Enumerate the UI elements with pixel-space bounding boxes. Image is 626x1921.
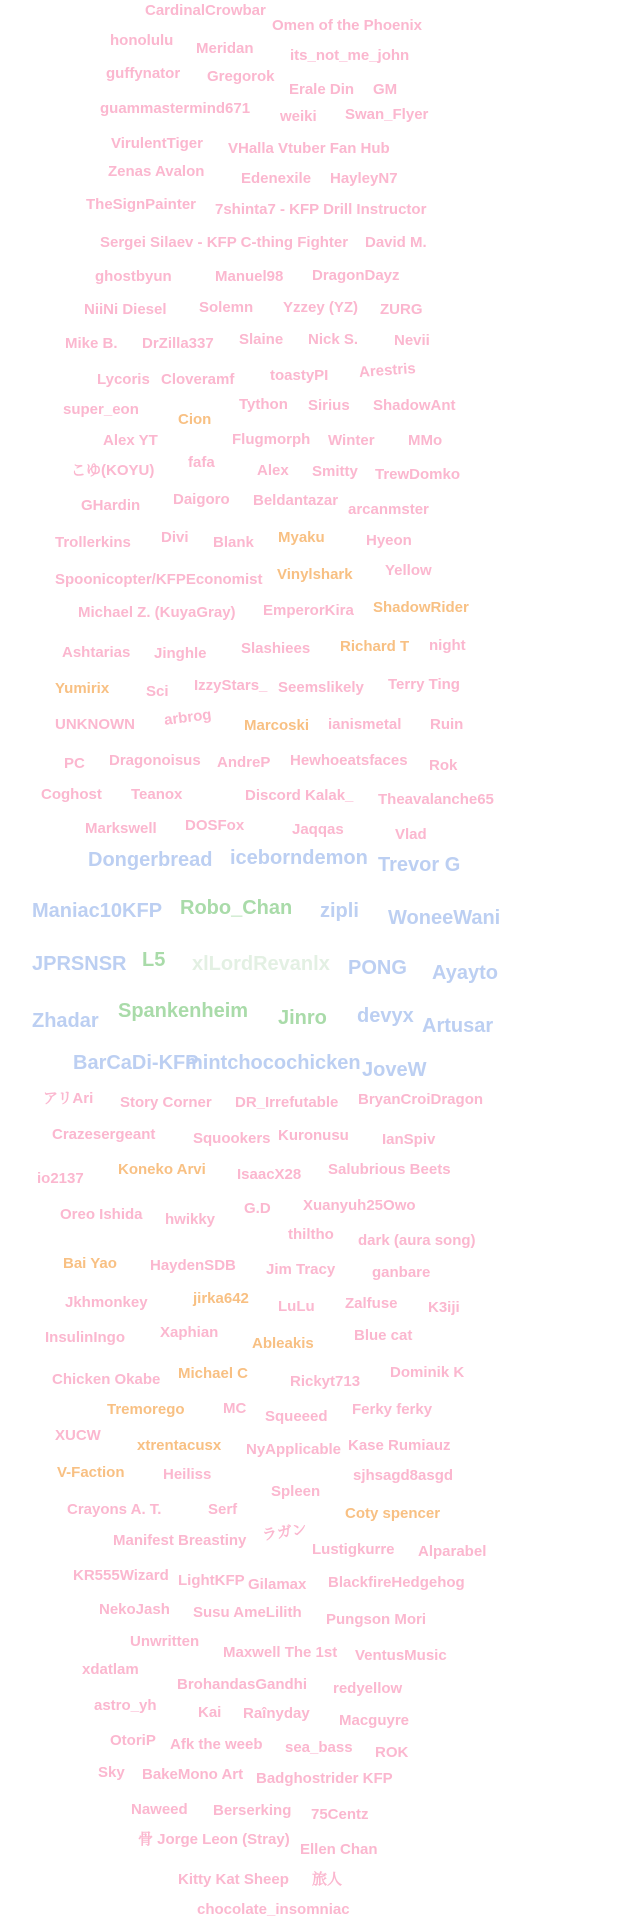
credit-name: Ashtarias (62, 644, 131, 661)
credit-name: Alparabel (418, 1543, 487, 1560)
credit-name: Seemslikely (278, 679, 364, 696)
credit-name: fafa (188, 454, 215, 471)
credit-name: OtoriP (110, 1732, 156, 1749)
credit-name: ianismetal (328, 716, 402, 733)
credit-name: Sci (146, 683, 169, 700)
credit-name: Michael C (178, 1365, 249, 1382)
credit-name: GM (373, 81, 398, 98)
credit-name: UNKNOWN (55, 716, 135, 733)
credit-name: Zhadar (32, 1010, 99, 1032)
credit-name: Naweed (131, 1801, 188, 1818)
credit-name: Crazesergeant (52, 1126, 156, 1143)
credit-name: Chicken Okabe (52, 1371, 161, 1388)
credit-name: Swan_Flyer (345, 106, 429, 123)
credit-name: devyx (357, 1005, 414, 1027)
credit-name: Nevii (394, 332, 430, 349)
credit-name: Cloveramf (161, 371, 235, 388)
credit-name: JoveW (362, 1059, 427, 1081)
credit-name: NiiNi Diesel (84, 301, 167, 318)
credit-name: ShadowRider (373, 599, 469, 616)
credit-name: xdatlam (82, 1661, 139, 1678)
credit-name: Blue cat (354, 1327, 413, 1344)
credit-name: Dominik K (390, 1364, 465, 1381)
credit-name: xtrentacusx (137, 1437, 222, 1454)
credit-name: Mike B. (65, 335, 118, 352)
credit-name: Zalfuse (345, 1295, 398, 1312)
credit-name: iceborndemon (230, 847, 368, 869)
credit-name: Slaine (239, 331, 284, 348)
credit-name: Gregorok (207, 68, 275, 85)
credit-name: weiki (280, 108, 317, 125)
credit-name: VentusMusic (355, 1647, 447, 1664)
credit-name: NyApplicable (246, 1441, 342, 1458)
credit-name: Blank (213, 534, 254, 551)
credit-name: こゆ(KOYU) (71, 462, 155, 479)
credit-name: KR555Wizard (73, 1567, 169, 1584)
credit-name: Jinghle (154, 645, 207, 662)
credit-name: Berserking (213, 1802, 292, 1819)
credit-name: MC (223, 1400, 247, 1417)
credit-name: Jaqqas (292, 821, 344, 838)
credit-name: Sergei Silaev - KFP C-thing Fighter (100, 234, 349, 251)
credit-name: Robo_Chan (180, 897, 293, 919)
credit-name: Theavalanche65 (378, 791, 494, 808)
credit-name: Meridan (196, 40, 254, 57)
credit-name: Kase Rumiauz (348, 1437, 451, 1454)
credit-name: chocolate_insomniac (197, 1901, 350, 1918)
credit-name: Michael Z. (KuyaGray) (78, 604, 236, 621)
credit-name: Xuanyuh25Owo (303, 1197, 416, 1214)
credit-name: Macguyre (339, 1712, 410, 1729)
credit-name: zipli (320, 900, 359, 922)
credit-name: DOSFox (185, 817, 245, 834)
credit-name: Edenexile (241, 170, 312, 187)
credit-name: InsulinIngo (45, 1329, 125, 1346)
credit-name: Jim Tracy (266, 1261, 336, 1278)
credit-name: Spleen (271, 1483, 321, 1500)
credit-name: JPRSNSR (32, 953, 127, 975)
credit-name: VirulentTiger (111, 135, 203, 152)
credit-name: io2137 (37, 1170, 84, 1187)
credit-name: ラガン (261, 1520, 308, 1545)
credit-name: Tremorego (107, 1401, 185, 1418)
credit-name: Crayons A. T. (67, 1501, 162, 1518)
credit-name: DrZilla337 (142, 335, 214, 352)
credit-name: Rickyt713 (290, 1373, 361, 1390)
credit-name: toastyPI (270, 367, 329, 384)
credit-name: Vlad (395, 826, 427, 843)
credit-name: Slashiees (241, 640, 311, 657)
credit-name: xlLordRevanlx (192, 953, 330, 975)
credit-name: dark (aura song) (358, 1232, 476, 1249)
credit-name: Ellen Chan (300, 1841, 378, 1858)
credit-name: PC (64, 755, 85, 772)
credit-name: Marcoski (244, 717, 310, 734)
credit-name: EmperorKira (263, 602, 354, 619)
credit-name: Smitty (312, 463, 358, 480)
credit-name: Arestris (358, 360, 417, 381)
credit-name: Ayayto (432, 962, 498, 984)
credit-name: XUCW (55, 1427, 101, 1444)
credit-name: Artusar (422, 1015, 494, 1037)
credit-name: Kai (198, 1704, 222, 1721)
credit-name: 7shinta7 - KFP Drill Instructor (215, 201, 427, 218)
credit-name: arbrog (163, 706, 213, 729)
credit-name: Sirius (308, 397, 350, 414)
credit-name: Alex (257, 462, 289, 479)
credit-name: Omen of the Phoenix (272, 17, 423, 34)
credit-name: night (429, 637, 466, 654)
credit-name: ganbare (372, 1264, 431, 1281)
credit-name: Winter (328, 432, 375, 449)
credit-name: K3iji (428, 1299, 460, 1316)
credit-name: astro_yh (94, 1697, 157, 1714)
credit-name: Hewhoeatsfaces (290, 752, 408, 769)
credit-name: Manifest Breastiny (113, 1532, 247, 1549)
credit-name: Susu AmeLilith (193, 1604, 302, 1621)
credit-name: VHalla Vtuber Fan Hub (228, 140, 390, 157)
credit-name: Daigoro (173, 491, 230, 508)
credit-name: Cion (178, 411, 212, 428)
credit-name: Jinro (278, 1007, 327, 1029)
credit-name: Teanox (131, 786, 183, 803)
credit-name: honolulu (110, 32, 174, 49)
credit-name: PONG (348, 957, 407, 979)
credit-name: V-Faction (57, 1464, 125, 1481)
credit-name: Ableakis (252, 1335, 314, 1352)
credit-name: Ruin (430, 716, 464, 733)
credit-name: G.D (244, 1200, 271, 1217)
credit-name: Erale Din (289, 81, 355, 98)
credit-name: Koneko Arvi (118, 1161, 206, 1178)
credit-name: Terry Ting (388, 676, 460, 693)
credit-name: mintchocochicken (185, 1052, 361, 1074)
credit-name: Manuel98 (215, 268, 284, 285)
credit-name: Dongerbread (88, 849, 213, 871)
credit-name: Myaku (278, 529, 325, 546)
credit-name: arcanmster (348, 501, 429, 518)
credit-name: Spoonicopter/KFPEconomist (55, 571, 263, 588)
credit-name: Nick S. (308, 331, 359, 348)
credit-name: Unwritten (130, 1633, 200, 1650)
credit-name: Squeeed (265, 1408, 328, 1425)
credit-name: BlackfireHedgehog (328, 1574, 465, 1591)
credit-name: L5 (142, 949, 166, 971)
credit-name: AndreP (217, 754, 271, 771)
credit-name: Tython (239, 396, 288, 413)
credit-name: Yzzey (YZ) (283, 299, 359, 316)
credit-name: Xaphian (160, 1324, 219, 1341)
credit-name: Spankenheim (118, 1000, 249, 1022)
credit-name: Serf (208, 1501, 238, 1518)
credit-name: redyellow (333, 1680, 403, 1697)
credit-name: jirka642 (193, 1290, 249, 1307)
credit-name: Zenas Avalon (108, 163, 205, 180)
credit-name: BakeMono Art (142, 1766, 244, 1783)
credit-name: MMo (408, 432, 443, 449)
credit-name: Flugmorph (232, 431, 311, 448)
credit-name: LightKFP (178, 1572, 245, 1589)
credit-name: Kuronusu (278, 1127, 349, 1144)
credit-name: thiltho (288, 1226, 334, 1243)
credit-name: DragonDayz (312, 267, 400, 284)
credit-name: Vinylshark (277, 566, 353, 583)
credit-name: ShadowAnt (373, 397, 456, 414)
credit-name: Divi (161, 529, 189, 546)
credit-name: Rok (429, 757, 458, 774)
credit-name: Raînyday (243, 1705, 310, 1722)
credit-name: Yumirix (55, 680, 110, 697)
credit-name: Discord Kalak_ (245, 787, 354, 804)
credit-name: hwikky (165, 1211, 216, 1228)
credit-name: ZURG (380, 301, 423, 318)
credit-name: DR_Irrefutable (235, 1094, 339, 1111)
credit-name: CardinalCrowbar (145, 2, 266, 19)
credit-name: Beldantazar (253, 492, 339, 509)
credit-name: Markswell (85, 820, 157, 837)
credit-name: Kitty Kat Sheep (178, 1871, 289, 1888)
credit-name: IzzyStars_ (194, 677, 268, 694)
credit-name: Story Corner (120, 1094, 212, 1111)
credit-name: Heiliss (163, 1466, 212, 1483)
credit-name: Coghost (41, 786, 102, 803)
credit-name: ROK (375, 1744, 409, 1761)
credit-name: Trollerkins (55, 534, 131, 551)
credit-name: WoneeWani (388, 907, 501, 929)
credit-name: Lycoris (97, 371, 150, 388)
credit-name: IsaacX28 (237, 1166, 302, 1183)
credit-name: Maniac10KFP (32, 900, 163, 922)
credit-name: TrewDomko (375, 466, 461, 483)
credit-name: BarCaDi-KFP (73, 1052, 199, 1074)
credit-name: TheSignPainter (86, 196, 197, 213)
credit-name: Pungson Mori (326, 1611, 426, 1628)
credit-name: Lustigkurre (312, 1541, 395, 1558)
credit-name: Ferky ferky (352, 1401, 433, 1418)
credit-name: Badghostrider KFP (256, 1770, 393, 1787)
credit-name: Coty spencer (345, 1505, 441, 1522)
credit-name: HayleyN7 (330, 170, 398, 187)
credit-name: Alex YT (103, 432, 158, 449)
credit-name: Solemn (199, 299, 254, 316)
credit-name: its_not_me_john (290, 47, 410, 64)
credit-name: HaydenSDB (150, 1257, 236, 1274)
credit-name: sjhsagd8asgd (353, 1467, 454, 1484)
credit-name: Hyeon (366, 532, 412, 549)
credit-name: Bai Yao (63, 1255, 117, 1272)
credit-name: Trevor G (378, 854, 461, 876)
credit-name: Maxwell The 1st (223, 1644, 338, 1661)
credit-name: GHardin (81, 497, 141, 514)
credit-name: ghostbyun (95, 268, 172, 285)
credit-name: Salubrious Beets (328, 1161, 451, 1178)
credit-name: Jkhmonkey (65, 1294, 148, 1311)
credit-name: David M. (365, 234, 427, 251)
credit-name: sea_bass (285, 1739, 353, 1756)
credit-name: Dragonoisus (109, 752, 201, 769)
credit-name: 骨 Jorge Leon (Stray) (138, 1831, 290, 1848)
credit-name: Richard T (340, 638, 410, 655)
credit-name: LuLu (278, 1298, 315, 1315)
credit-name: 75Centz (311, 1806, 369, 1823)
credit-name: アリAri (43, 1090, 94, 1107)
credit-name: super_eon (63, 401, 139, 418)
credit-name: Afk the weeb (170, 1736, 263, 1753)
credit-name: Gilamax (248, 1576, 307, 1593)
credit-name: Yellow (385, 562, 432, 579)
credit-name: IanSpiv (382, 1131, 436, 1148)
credit-name: guffynator (106, 65, 181, 82)
credit-name: NekoJash (99, 1601, 170, 1618)
credit-name: 旅人 (312, 1871, 343, 1888)
credit-name: Sky (98, 1764, 125, 1781)
credit-name: Oreo Ishida (60, 1206, 143, 1223)
credit-name: BryanCroiDragon (358, 1091, 484, 1108)
credit-name: BrohandasGandhi (177, 1676, 308, 1693)
credit-name: guammastermind671 (100, 100, 251, 117)
credit-name: Squookers (193, 1130, 271, 1147)
